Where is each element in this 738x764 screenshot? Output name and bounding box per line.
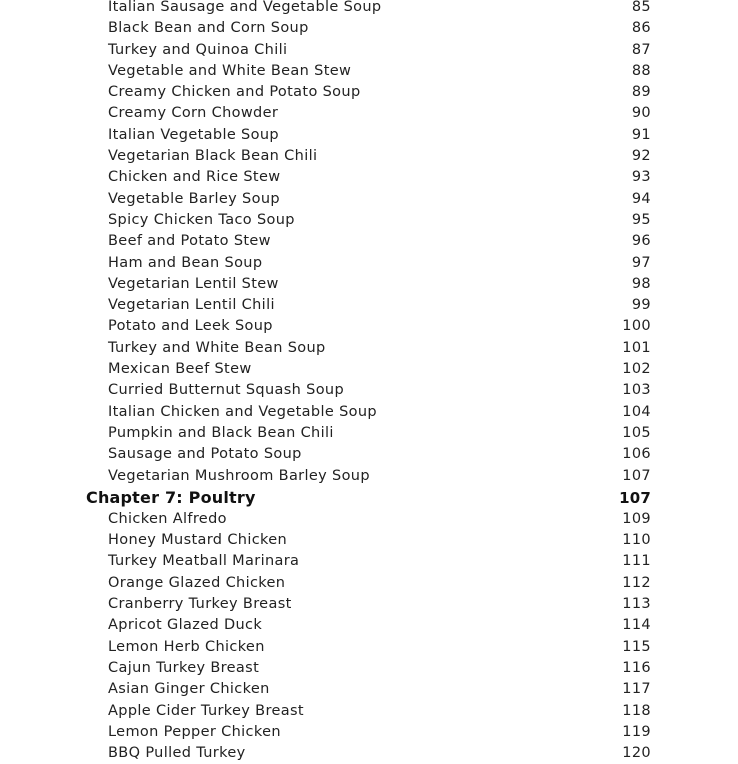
entry-page-number: 109 [622,510,651,527]
toc-entry[interactable] [0,679,738,700]
entry-title: Orange Glazed Chicken [108,574,286,591]
entry-title: Sausage and Potato Soup [108,446,302,463]
entry-title: Vegetarian Lentil Stew [108,275,279,292]
entry-page-number: 101 [622,339,651,356]
entry-page-number: 111 [622,553,651,570]
entry-title: Vegetable Barley Soup [108,190,280,207]
entry-page-number: 92 [631,148,651,165]
entry-page-number: 88 [631,62,651,79]
entry-title: Apple Cider Turkey Breast [108,702,304,719]
entry-title: Mexican Beef Stew [108,361,252,378]
entry-page-number: 114 [622,617,651,634]
entry-page-number: 96 [631,233,651,250]
toc-entry[interactable] [0,423,738,444]
entry-title: Beef and Potato Stew [108,233,271,250]
entry-title: Apricot Glazed Duck [108,617,263,634]
entry-title: Creamy Chicken and Potato Soup [108,84,361,101]
toc-entry[interactable] [0,338,738,359]
entry-title: Turkey Meatball Marinara [108,553,300,570]
toc-entry[interactable] [0,40,738,61]
entry-page-number: 103 [622,382,651,399]
toc-entry[interactable] [0,146,738,167]
entry-title: Vegetable and White Bean Stew [108,62,352,79]
entry-page-number: 112 [622,574,651,591]
entry-title: Ham and Bean Soup [108,254,263,271]
entry-page-number: 106 [622,446,651,463]
toc-entry[interactable] [0,103,738,124]
toc-entry[interactable] [0,61,738,82]
entry-title: Vegetarian Lentil Chili [108,297,275,314]
entry-title: Italian Vegetable Soup [108,126,279,143]
entry-page-number: 93 [631,169,651,186]
entry-page-number: 98 [631,275,651,292]
entry-title: Lemon Pepper Chicken [108,723,281,740]
entry-title: Pumpkin and Black Bean Chili [108,424,334,441]
entry-page-number: 118 [622,702,651,719]
toc-entry[interactable] [0,82,738,103]
entry-title: Honey Mustard Chicken [108,532,288,549]
entry-title: Curried Butternut Squash Soup [108,382,345,399]
entry-page-number: 100 [622,318,651,335]
entry-title: BBQ Pulled Turkey [108,745,246,762]
toc-entry[interactable] [0,189,738,210]
toc-entry[interactable] [0,551,738,572]
entry-page-number: 107 [622,467,651,484]
entry-page-number: 119 [622,723,651,740]
toc-entry[interactable] [0,402,738,423]
entry-page-number: 86 [631,20,651,37]
entry-page-number: 105 [622,424,651,441]
entry-page-number: 120 [622,745,651,762]
entry-page-number: 117 [622,681,651,698]
toc-entry[interactable] [0,658,738,679]
entry-title: Chicken Alfredo [108,510,227,527]
toc-entry[interactable] [0,167,738,188]
entry-title: Turkey and White Bean Soup [108,339,326,356]
toc-entry[interactable] [0,615,738,636]
toc-entry[interactable] [0,359,738,380]
entry-title: Cajun Turkey Breast [108,659,260,676]
toc-entry[interactable] [0,466,738,487]
toc-entry[interactable] [0,509,738,530]
entry-title: Lemon Herb Chicken [108,638,265,655]
toc-entry[interactable] [0,573,738,594]
entry-title: Spicy Chicken Taco Soup [108,211,295,228]
entry-page-number: 87 [631,41,651,58]
toc-entry[interactable] [0,295,738,316]
toc-entry[interactable] [0,722,738,743]
entry-page-number: 89 [631,84,651,101]
entry-title: Italian Sausage and Vegetable Soup [108,0,382,15]
entry-page-number: 99 [631,297,651,314]
toc-entry[interactable] [0,637,738,658]
chapter-page-number: 107 [619,488,651,507]
toc-entry[interactable] [0,701,738,722]
toc-entry[interactable] [0,743,738,764]
chapter-title: Chapter 7: Poultry [86,487,256,507]
toc-entry[interactable] [0,380,738,401]
entry-page-number: 94 [631,190,651,207]
entry-title: Creamy Corn Chowder [108,105,279,122]
entry-page-number: 113 [622,596,651,613]
toc-entry[interactable] [0,18,738,39]
entry-page-number: 90 [631,105,651,122]
entry-page-number: 115 [622,638,651,655]
toc-entry[interactable] [0,444,738,465]
toc-entry[interactable] [0,530,738,551]
entry-title: Potato and Leek Soup [108,318,273,335]
entry-title: Italian Chicken and Vegetable Soup [108,403,377,420]
entry-title: Vegetarian Mushroom Barley Soup [108,467,370,484]
entry-page-number: 110 [622,532,651,549]
toc-entry[interactable] [0,594,738,615]
toc-entry[interactable] [0,210,738,231]
entry-title: Vegetarian Black Bean Chili [108,148,318,165]
toc-entry[interactable] [0,231,738,252]
entry-page-number: 102 [622,361,651,378]
toc-entry[interactable] [0,316,738,337]
entry-page-number: 91 [631,126,651,143]
entry-page-number: 95 [631,211,651,228]
entry-title: Cranberry Turkey Breast [108,596,292,613]
entry-title: Chicken and Rice Stew [108,169,281,186]
toc-entry[interactable] [0,253,738,274]
entry-page-number: 116 [622,659,651,676]
entry-page-number: 104 [622,403,651,420]
entry-page-number: 97 [631,254,651,271]
toc-entry[interactable] [0,125,738,146]
toc-entry[interactable] [0,0,738,18]
toc-entry[interactable] [0,274,738,295]
entry-title: Black Bean and Corn Soup [108,20,309,37]
entry-title: Asian Ginger Chicken [108,681,270,698]
chapter-heading-row[interactable] [0,487,738,509]
entry-title: Turkey and Quinoa Chili [108,41,288,58]
entry-page-number: 85 [631,0,651,15]
